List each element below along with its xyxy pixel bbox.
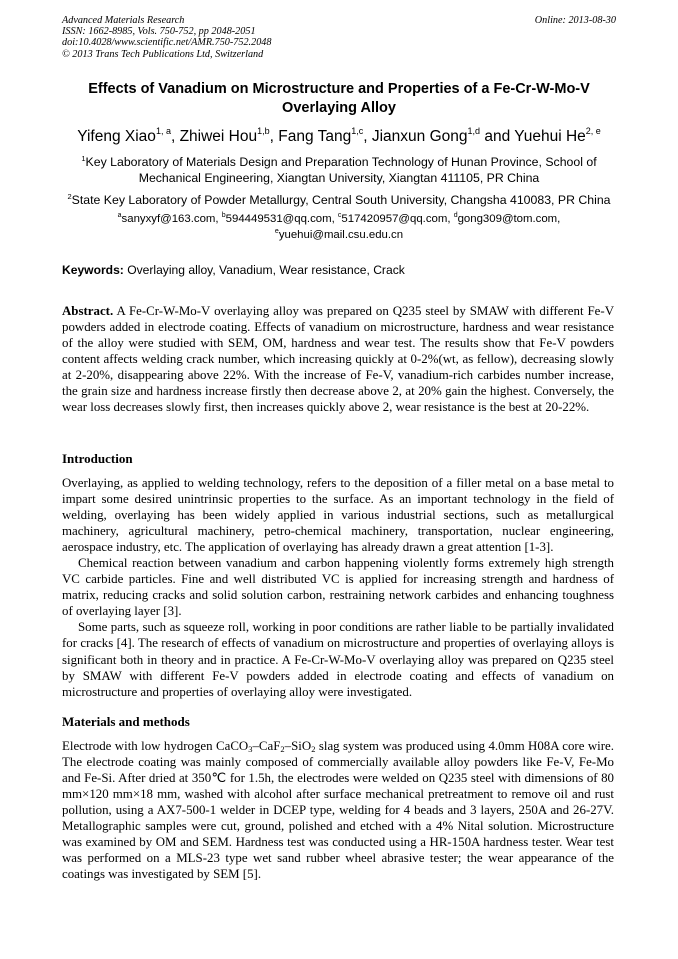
email-link[interactable]: 517420957@qq.com, (341, 213, 454, 225)
keywords-text: Overlaying alloy, Vanadium, Wear resistance, Crack (123, 263, 405, 277)
methods-text: Electrode with low hydrogen CaCO (62, 739, 249, 753)
journal-header (62, 15, 271, 60)
methods-text: –SiO (284, 739, 312, 753)
affiliation-text: State Key Laboratory of Powder Metallurgy, Central South University, Changsha 410083, PR China (71, 193, 611, 207)
email-mark: b (221, 212, 226, 219)
abstract-block (62, 303, 614, 415)
methods-text: –CaF (252, 739, 281, 753)
email-mark: c (337, 212, 342, 219)
author-affiliation-mark: 1, a (155, 126, 171, 136)
author-separator: , (363, 128, 372, 145)
introduction-heading: Introduction (62, 451, 133, 466)
methods-body (62, 738, 614, 882)
author-name: Fang Tang (278, 128, 352, 145)
methods-text: slag system was produced using 4.0mm H08A core wire. The electrode coating was mainly composed of commercially available alloy powders like Fe-V, Fe-Mo and Fe-Si. After dried at 350℃ for 1.5h, the electrodes were welded on Q235 steel with dimensions of 80 mm×120 mm×18 mm, washed with alcohol after surface mechanical pretreatment to remove oil and rust pollution, using a AX7-500-1 welder in DCEP type, welding for 4 beads and 3 layers, 250A and 26-27V. Metallographic samples were cut, ground, polished and etched with a 4% Nital solution. Microstructure was examined by OM and SEM. Hardness test was conducted using a HR-150A hardness tester. Wear test was performed on a MLS-23 type wet sand rubber wheel abrasive tester; the wear appearance of the coatings was investigated by SEM [5]. (62, 739, 614, 882)
online-date: Online: 2013-08-30 (534, 15, 616, 26)
affiliation-2 (62, 192, 616, 208)
affiliation-1 (62, 154, 616, 186)
methods-heading: Materials and methods (62, 714, 190, 729)
author-affiliation-mark: 1,d (467, 126, 481, 136)
email-link[interactable]: yuehui@mail.csu.edu.cn (278, 228, 404, 241)
issn-line: ISSN: 1662-8985, Vols. 750-752, pp 2048-2051 (62, 26, 256, 38)
affiliation-mark: 2 (67, 192, 72, 201)
paper-title (62, 80, 616, 118)
email-mark: d (453, 212, 458, 219)
email-link[interactable]: 594449531@qq.com, (225, 213, 338, 225)
affiliation-text: Key Laboratory of Materials Design and Preparation Technology of Hunan Province, School of (85, 155, 597, 169)
subscript: 3 (248, 744, 253, 754)
email-link[interactable]: gong309@tom.com, (457, 213, 561, 225)
copyright-line: © 2013 Trans Tech Publications Ltd, Switzerland (62, 48, 264, 60)
author-affiliation-mark: 2, e (585, 126, 601, 136)
email-mark: e (274, 227, 279, 235)
keywords-label: Keywords: (62, 263, 124, 277)
email-mark: a (117, 212, 122, 219)
abstract-text: A Fe-Cr-W-Mo-V overlaying alloy was prepared on Q235 steel by SMAW with different Fe-V powders added in electrode coating. Effects of vanadium on microstructure, hardness and wear resistance of the alloy were studied with SEM, OM, hardness and wear test. The results show that Fe-V powders content affects welding crack number, which increasing quickly at 0-2%(wt, as fellow), decreasing slowly at 2-20%, disappearing above 22%. With the increase of Fe-V, vanadium-rich carbides number increase, the grain size and hardness increase firstly then decrease above 2, at 20% gain the highest. Conversely, the wear loss decreases slowly first, then increases quickly above 2, wear resistance is the best at 20-22%. (62, 304, 614, 415)
author-name: Yuehui He (514, 128, 586, 145)
journal-name: Advanced Materials Research (62, 15, 185, 26)
author-name: Yifeng Xiao (77, 128, 156, 145)
methods-paragraph (62, 738, 614, 882)
author-affiliation-mark: 1,c (351, 126, 364, 136)
author-list (40, 127, 638, 147)
title-line-1: Effects of Vanadium on Microstructure and Properties of a Fe-Cr-W-Mo-V (88, 81, 590, 97)
intro-paragraph-1: Overlaying, as applied to welding technology, refers to the deposition of a filler metal on a base metal to impart some desired unintrinsic properties to the surface. As an important technology in the field of welding, overlaying has been widely applied in various industrial sections, such as metallurgical machinery, agricultural machinery, petro-chemical machinery, transportation, nuclear engineering, aerospace industry, etc. The application of overlaying has already drawn a great attention [1-3]. (62, 476, 614, 555)
author-name: Jianxun Gong (371, 128, 468, 145)
author-separator: , (170, 128, 180, 145)
keywords-line (62, 262, 405, 278)
abstract-label: Abstract. (62, 304, 114, 318)
author-and: and (480, 128, 515, 145)
author-affiliation-mark: 1,b (257, 126, 270, 136)
affiliation-text: Mechanical Engineering, Xiangtan University, Xiangtan 411105, PR China (138, 171, 540, 185)
subscript: 2 (311, 744, 316, 754)
introduction-body (62, 475, 614, 700)
affiliation-mark: 1 (81, 154, 86, 163)
author-emails (62, 212, 616, 243)
intro-paragraph-2: Chemical reaction between vanadium and carbon happening violently forms extremely high strength VC carbide particles. Fine and well distributed VC is applied for increasing strength and hardness of matrix, reducing cracks and solid solution carbon, restraining network carbides and enhancing toughness of overlaying layer [3]. (62, 556, 614, 619)
intro-paragraph-3: Some parts, such as squeeze roll, working in poor conditions are rather liable to be partially invalidated for cracks [4]. The research of effects of vanadium on microstructure and properties of overlaying alloys is significant both in theory and in practice. A Fe-Cr-W-Mo-V overlaying alloy was prepared on Q235 steel by SMAW with different Fe-V powders added in electrode coating and effects of vanadium on microstructure and properties of overlaying alloy were investigated. (62, 620, 614, 699)
author-separator: , (269, 128, 279, 145)
doi-line: doi:10.4028/www.scientific.net/AMR.750-752.2048 (62, 37, 272, 49)
subscript: 2 (280, 744, 285, 754)
title-line-2: Overlaying Alloy (282, 100, 396, 116)
email-link[interactable]: sanyxyf@163.com, (121, 213, 222, 225)
author-name: Zhiwei Hou (179, 128, 258, 145)
